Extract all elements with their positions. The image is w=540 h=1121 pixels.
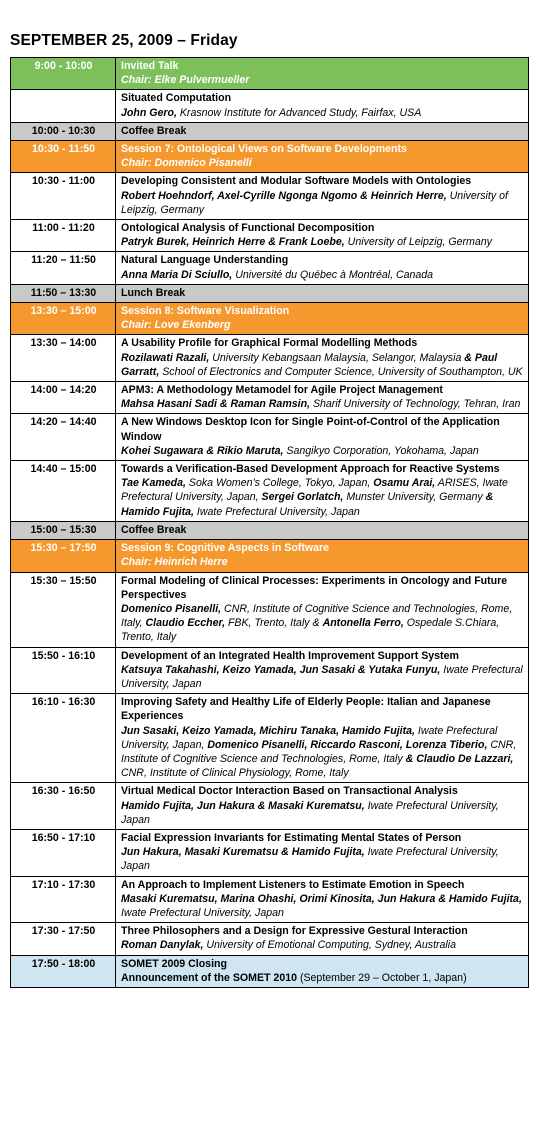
author-names: Katsuya Takahashi, Keizo Yamada, Jun Sasaki & Yutaka Funyu,: [121, 663, 441, 676]
author-names: Domenico Pisanelli,: [121, 602, 222, 615]
authors-affiliation: [121, 235, 524, 249]
affiliation: Munster University, Germany: [343, 491, 486, 504]
authors-affiliation: [121, 602, 524, 645]
authors-affiliation: [121, 724, 524, 781]
talk-title: An Approach to Implement Listeners to Estimate Emotion in Speech: [121, 878, 465, 891]
break-label: Coffee Break: [121, 523, 187, 536]
break-label: Coffee Break: [121, 124, 187, 137]
announcement-line: [121, 971, 524, 985]
schedule-row: [11, 876, 529, 923]
schedule-row: [11, 521, 529, 539]
affiliation: University of Leipzig, Germany: [121, 189, 508, 216]
session-cell: [116, 220, 529, 252]
session-cell: [116, 461, 529, 522]
time-slot: 17:10 - 17:30: [11, 876, 116, 923]
authors-affiliation: [121, 799, 524, 827]
affiliation: University Kebangsaan Malaysia, Selangor, Malaysia: [209, 351, 465, 364]
session-cell: [116, 829, 529, 876]
authors-affiliation: [121, 189, 524, 217]
authors-affiliation: [121, 845, 524, 873]
session-cell: [116, 58, 529, 90]
talk-title: Improving Safety and Healthy Life of Elderly People: Italian and Japanese Experiences: [121, 696, 491, 723]
schedule-row: [11, 414, 529, 461]
affiliation: Iwate Prefectural University, Japan,: [121, 724, 498, 751]
schedule-row: [11, 572, 529, 647]
session-cell: [116, 572, 529, 647]
affiliation: Iwate Prefectural University, Japan: [121, 799, 499, 826]
session-cell: [116, 284, 529, 302]
session-title: Session 9: Cognitive Aspects in Software: [121, 542, 330, 555]
affiliation: Iwate Prefectural University, Japan: [121, 906, 284, 919]
session-chair: Chair: Domenico Pisanelli: [121, 157, 252, 170]
session-cell: [116, 923, 529, 955]
session-chair: Chair: Love Ekenberg: [121, 319, 231, 332]
time-slot: 10:30 - 11:50: [11, 141, 116, 173]
time-slot: 16:10 - 16:30: [11, 694, 116, 783]
session-title: Session 7: Ontological Views on Software Developments: [121, 143, 407, 156]
affiliation: CNR, Institute of Clinical Physiology, Rome, Italy: [121, 767, 349, 780]
schedule-row: [11, 141, 529, 173]
event-title: Invited Talk: [121, 60, 179, 72]
session-cell: [116, 694, 529, 783]
schedule-row: [11, 252, 529, 284]
session-chair: Chair: Elke Pulvermueller: [121, 74, 250, 87]
author-names: Anna Maria Di Sciullo,: [121, 268, 233, 281]
time-slot: 15:00 – 15:30: [11, 521, 116, 539]
session-cell: [116, 303, 529, 335]
time-slot: 10:30 - 11:00: [11, 173, 116, 220]
affiliation: CNR, Institute of Cognitive Science and Technologies, Rome, Italy,: [121, 602, 513, 630]
schedule-row: [11, 284, 529, 302]
affiliation: FBK, Trento, Italy &: [225, 617, 323, 630]
session-cell: [116, 955, 529, 987]
affiliation: Soka Women’s College, Tokyo, Japan,: [185, 477, 374, 490]
affiliation: Iwate Prefectural University, Japan: [121, 663, 523, 690]
author-names: Kohei Sugawara & Rikio Maruta,: [121, 444, 284, 457]
time-slot: 13:30 – 14:00: [11, 335, 116, 382]
schedule-row: [11, 955, 529, 987]
author-names: & Claudio De Lazzari,: [405, 752, 514, 765]
time-slot: 11:50 – 13:30: [11, 284, 116, 302]
affiliation: Ospedale S.Chiara, Trento, Italy: [121, 617, 500, 644]
schedule-row: [11, 220, 529, 252]
author-names: & Hamido Fujita,: [121, 491, 494, 518]
page-title: SEPTEMBER 25, 2009 – Friday: [10, 32, 238, 49]
schedule-row: [11, 173, 529, 220]
authors-affiliation: [121, 892, 524, 920]
schedule-row: [11, 829, 529, 876]
authors-affiliation: [121, 938, 524, 952]
talk-title: Towards a Verification-Based Development Approach for Reactive Systems: [121, 463, 500, 476]
session-cell: [116, 90, 529, 122]
time-slot: 15:30 – 17:50: [11, 540, 116, 572]
time-slot: [11, 90, 116, 122]
affiliation: ARISES, Iwate Prefectural University, Japan,: [121, 477, 508, 504]
affiliation: University of Emotional Computing, Sydney, Australia: [203, 939, 457, 952]
author-names: Hamido Fujita, Jun Hakura & Masaki Kurematsu,: [121, 799, 365, 812]
break-label: Lunch Break: [121, 286, 186, 299]
author-names: Rozilawati Razali,: [121, 351, 210, 364]
author-names: Jun Hakura, Masaki Kurematsu & Hamido Fujita,: [121, 846, 365, 859]
talk-title: Virtual Medical Doctor Interaction Based on Transactional Analysis: [121, 785, 458, 798]
author-names: Sergei Gorlatch,: [261, 491, 344, 504]
session-cell: [116, 122, 529, 140]
affiliation: Krasnow Institute for Advanced Study, Fairfax, USA: [176, 106, 422, 119]
schedule-row: [11, 90, 529, 122]
event-title: SOMET 2009 Closing: [121, 957, 227, 970]
talk-title: A Usability Profile for Graphical Formal Modelling Methods: [121, 337, 418, 350]
affiliation: Iwate Prefectural University, Japan: [121, 846, 499, 873]
session-cell: [116, 540, 529, 572]
time-slot: 16:30 - 16:50: [11, 783, 116, 830]
time-slot: 15:50 - 16:10: [11, 647, 116, 694]
time-slot: 17:50 - 18:00: [11, 955, 116, 987]
time-slot: 10:00 - 10:30: [11, 122, 116, 140]
time-slot: 17:30 - 17:50: [11, 923, 116, 955]
announcement-dates: (September 29 – October 1, Japan): [297, 971, 467, 984]
schedule-body: [11, 58, 529, 988]
authors-affiliation: [121, 351, 524, 379]
announcement-title: Announcement of the SOMET 2010: [121, 971, 297, 984]
time-slot: 14:40 – 15:00: [11, 461, 116, 522]
author-names: Claudio Eccher,: [145, 617, 226, 630]
affiliation: School of Electronics and Computer Science, University of Southampton, UK: [159, 365, 523, 378]
authors-affiliation: [121, 397, 524, 411]
author-names: Antonella Ferro,: [322, 617, 404, 630]
authors-affiliation: [121, 663, 524, 691]
author-names: Osamu Arai,: [373, 477, 436, 490]
session-cell: [116, 414, 529, 461]
session-title: Session 8: Software Visualization: [121, 305, 290, 318]
authors-affiliation: [121, 444, 524, 458]
talk-title: Formal Modeling of Clinical Processes: Experiments in Oncology and Future Perspectives: [121, 574, 508, 601]
talk-title: Development of an Integrated Health Improvement Support System: [121, 649, 459, 662]
author-names: Mahsa Hasani Sadi & Raman Ramsin,: [121, 398, 310, 411]
affiliation: Sharif University of Technology, Tehran, Iran: [310, 398, 521, 411]
affiliation: CNR, Institute of Cognitive Science and Technologies, Rome, Italy: [121, 738, 517, 765]
schedule-table: [10, 57, 529, 988]
author-names: Patryk Burek, Heinrich Herre & Frank Loebe,: [121, 236, 345, 249]
talk-title: Situated Computation: [121, 92, 232, 105]
schedule-row: [11, 461, 529, 522]
session-chair: Chair: Heinrich Herre: [121, 556, 228, 569]
time-slot: 11:20 – 11:50: [11, 252, 116, 284]
affiliation: Université du Québec à Montréal, Canada: [232, 268, 434, 281]
author-names: Masaki Kurematsu, Marina Ohashi, Orimi Kinosita, Jun Hakura & Hamido Fujita,: [121, 892, 522, 905]
time-slot: 16:50 - 17:10: [11, 829, 116, 876]
authors-affiliation: [121, 268, 524, 282]
talk-title: Developing Consistent and Modular Software Models with Ontologies: [121, 175, 472, 188]
authors-affiliation: [121, 106, 524, 120]
session-cell: [116, 647, 529, 694]
session-cell: [116, 783, 529, 830]
author-names: John Gero,: [121, 106, 177, 119]
talk-title: APM3: A Methodology Metamodel for Agile Project Management: [121, 384, 443, 397]
affiliation: Sangikyo Corporation, Yokohama, Japan: [283, 444, 479, 457]
author-names: Domenico Pisanelli, Riccardo Rasconi, Lorenza Tiberio,: [207, 738, 488, 751]
session-cell: [116, 252, 529, 284]
schedule-row: [11, 540, 529, 572]
affiliation: University of Leipzig, Germany: [344, 236, 492, 249]
author-names: Robert Hoehndorf, Axel-Cyrille Ngonga Ngomo & Heinrich Herre,: [121, 189, 447, 202]
talk-title: Natural Language Understanding: [121, 254, 289, 267]
schedule-row: [11, 58, 529, 90]
time-slot: 15:30 – 15:50: [11, 572, 116, 647]
schedule-row: [11, 783, 529, 830]
session-cell: [116, 382, 529, 414]
schedule-row: [11, 923, 529, 955]
session-cell: [116, 173, 529, 220]
schedule-row: [11, 335, 529, 382]
time-slot: 11:00 - 11:20: [11, 220, 116, 252]
talk-title: Three Philosophers and a Design for Expressive Gestural Interaction: [121, 925, 468, 938]
author-names: Roman Danylak,: [121, 939, 204, 952]
session-cell: [116, 335, 529, 382]
schedule-row: [11, 303, 529, 335]
talk-title: Facial Expression Invariants for Estimating Mental States of Person: [121, 831, 462, 844]
time-slot: 13:30 – 15:00: [11, 303, 116, 335]
time-slot: 14:20 – 14:40: [11, 414, 116, 461]
authors-affiliation: [121, 476, 524, 519]
schedule-row: [11, 647, 529, 694]
schedule-row: [11, 694, 529, 783]
session-cell: [116, 876, 529, 923]
affiliation: Iwate Prefectural University, Japan: [193, 505, 360, 518]
author-names: Tae Kameda,: [121, 477, 186, 490]
time-slot: 14:00 – 14:20: [11, 382, 116, 414]
time-slot: 9:00 - 10:00: [11, 58, 116, 90]
schedule-row: [11, 382, 529, 414]
author-names: Jun Sasaki, Keizo Yamada, Michiru Tanaka, Hamido Fujita,: [121, 724, 415, 737]
author-names: & Paul Garratt,: [121, 351, 498, 378]
session-cell: [116, 141, 529, 173]
schedule-row: [11, 122, 529, 140]
talk-title: A New Windows Desktop Icon for Single Point-of-Control of the Application Window: [121, 416, 500, 443]
talk-title: Ontological Analysis of Functional Decomposition: [121, 222, 375, 235]
session-cell: [116, 521, 529, 539]
